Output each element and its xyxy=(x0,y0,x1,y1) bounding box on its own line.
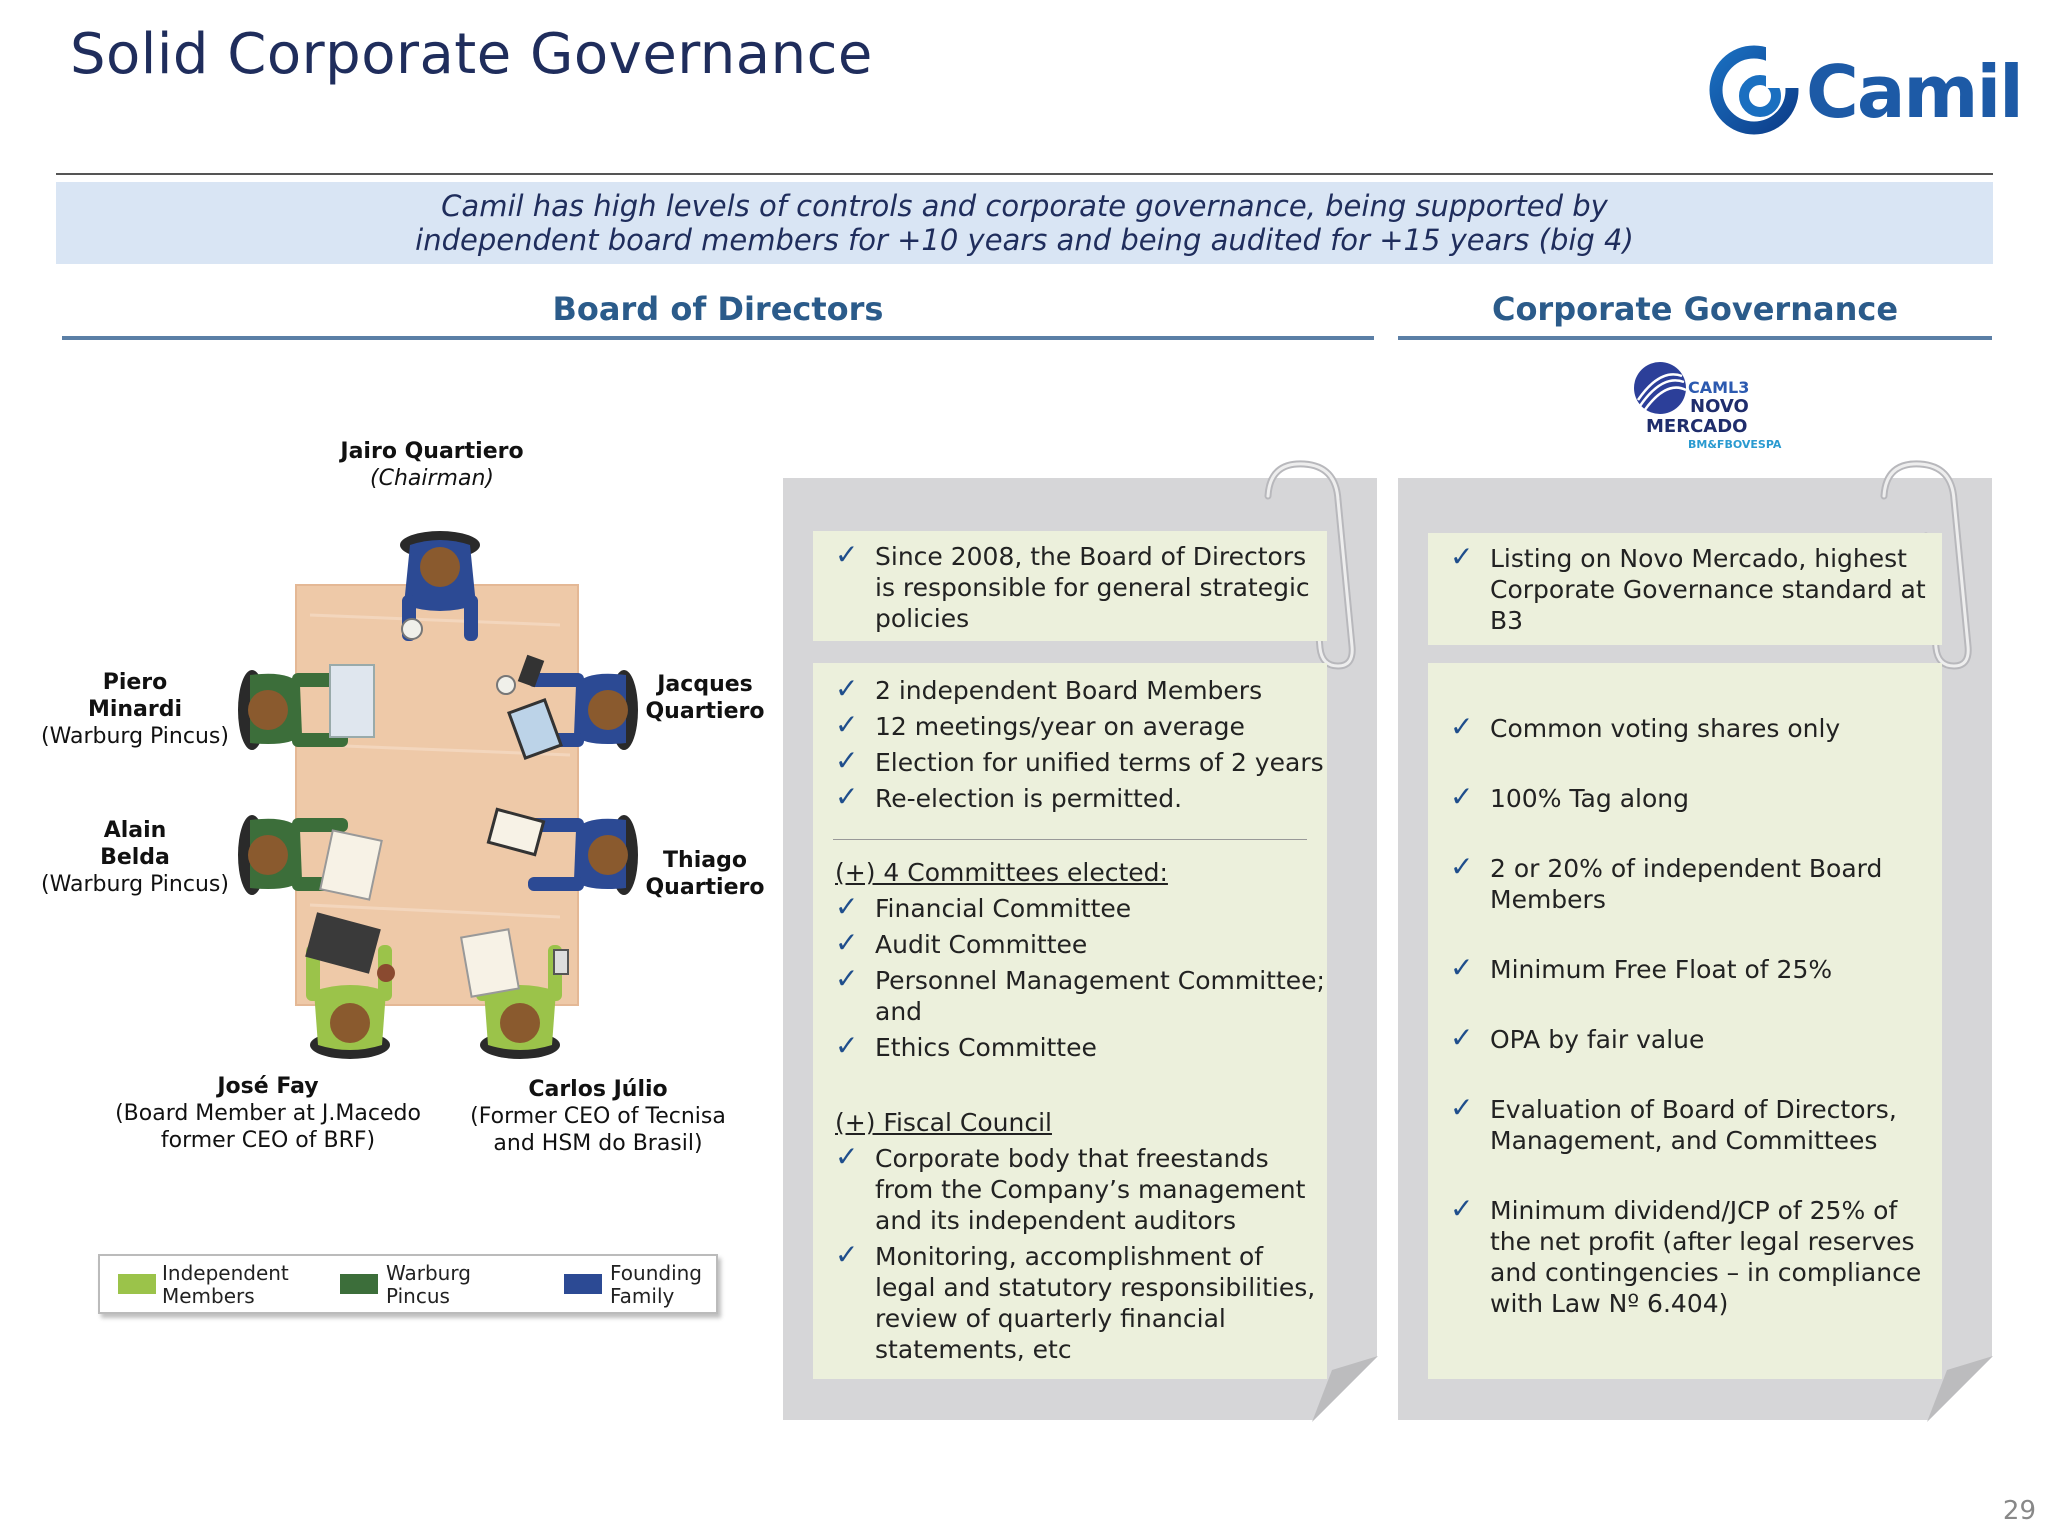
alain-label xyxy=(30,817,240,898)
alain-role: (Warburg Pincus) xyxy=(41,872,229,897)
banner-line-1: Camil has high levels of controls and corporate governance, being supported by xyxy=(441,189,1608,223)
jacques-name-1: Jacques xyxy=(657,672,753,697)
page-number: 29 xyxy=(2002,1496,2036,1526)
board-table-illustration xyxy=(230,525,650,1065)
board-item-text: Re-election is permitted. xyxy=(875,784,1183,813)
committees-heading: (+) 4 Committees elected: xyxy=(835,858,1168,887)
board-item-text: Election for unified terms of 2 years xyxy=(875,748,1324,777)
check-icon: ✓ xyxy=(835,744,859,777)
jacques-name-2: Quartiero xyxy=(645,699,765,724)
governance-heading: Corporate Governance xyxy=(1491,290,1899,328)
governance-listing-text: Listing on Novo Mercado, highest Corporate Governance standard at B3 xyxy=(1490,544,1926,635)
governance-item xyxy=(1450,780,1936,814)
governance-item-text: Minimum Free Float of 25% xyxy=(1490,955,1833,984)
governance-item-text: Minimum dividend/JCP of 25% of the net profit (after legal reserves and contingencies – in compliance with Law Nº 6.404) xyxy=(1490,1196,1922,1318)
camil-swirl-icon xyxy=(1708,44,1800,136)
check-icon: ✓ xyxy=(835,780,859,813)
legend xyxy=(98,1254,718,1314)
governance-item-text: 2 or 20% of independent Board Members xyxy=(1490,854,1883,914)
board-item-text: 2 independent Board Members xyxy=(875,676,1263,705)
badge-ticker: CAML3 xyxy=(1688,378,1750,397)
board-strategy-item xyxy=(835,538,1321,634)
legend-swatch-founding xyxy=(564,1274,602,1294)
governance-item xyxy=(1450,1091,1936,1156)
governance-card-listing xyxy=(1428,533,1942,645)
check-icon: ✓ xyxy=(1450,1021,1474,1054)
governance-item xyxy=(1450,951,1936,985)
check-icon: ✓ xyxy=(835,890,859,923)
committee-text: Personnel Management Committee; and xyxy=(875,966,1325,1026)
board-strategy-text: Since 2008, the Board of Directors is responsible for general strategic policies xyxy=(875,542,1310,633)
governance-card-details xyxy=(1428,663,1942,1379)
check-icon: ✓ xyxy=(1450,850,1474,883)
committee-item xyxy=(835,926,1325,960)
carlos-role-2: and HSM do Brasil) xyxy=(493,1131,703,1156)
piero-name-1: Piero xyxy=(102,670,168,695)
board-card-strategy xyxy=(813,531,1327,641)
check-icon: ✓ xyxy=(1450,710,1474,743)
governance-item-text: 100% Tag along xyxy=(1490,784,1689,813)
badge-novo: NOVO xyxy=(1690,396,1749,417)
board-heading: Board of Directors xyxy=(552,290,884,328)
legend-founding-line2: Family xyxy=(610,1284,675,1308)
board-item xyxy=(835,744,1325,778)
fiscal-text: Corporate body that freestands from the Company’s management and its independent auditors xyxy=(875,1144,1306,1235)
page-title: Solid Corporate Governance xyxy=(70,22,873,87)
board-card-details xyxy=(813,663,1327,1379)
check-icon: ✓ xyxy=(835,1140,859,1173)
banner-line-2: independent board members for +10 years and being audited for +15 years (big 4) xyxy=(415,223,1634,257)
board-item xyxy=(835,780,1325,814)
governance-item xyxy=(1450,1021,1936,1055)
legend-independent-line1: Independent xyxy=(162,1261,289,1285)
carlos-role-1: (Former CEO of Tecnisa xyxy=(470,1104,726,1129)
board-item-text: 12 meetings/year on average xyxy=(875,712,1245,741)
committee-text: Financial Committee xyxy=(875,894,1132,923)
board-item xyxy=(835,672,1325,706)
fiscal-item xyxy=(835,1140,1325,1236)
legend-founding-line1: Founding xyxy=(610,1261,703,1285)
badge-exchange: BM&FBOVESPA xyxy=(1688,438,1782,451)
fiscal-item xyxy=(835,1238,1325,1365)
committee-text: Audit Committee xyxy=(875,930,1088,959)
governance-item-text: OPA by fair value xyxy=(1490,1025,1705,1054)
committee-item xyxy=(835,1029,1325,1063)
check-icon: ✓ xyxy=(1450,780,1474,813)
check-icon: ✓ xyxy=(835,926,859,959)
governance-item xyxy=(1450,710,1936,744)
board-heading-rule xyxy=(62,336,1374,340)
jose-role-2: former CEO of BRF) xyxy=(160,1128,376,1153)
check-icon: ✓ xyxy=(1450,540,1474,573)
check-icon: ✓ xyxy=(835,672,859,705)
thiago-name-1: Thiago xyxy=(663,848,747,873)
governance-listing-item xyxy=(1450,540,1936,636)
jose-role-1: (Board Member at J.Macedo xyxy=(115,1101,421,1126)
check-icon: ✓ xyxy=(1450,1192,1474,1225)
fiscal-council-heading: (+) Fiscal Council xyxy=(835,1108,1052,1137)
legend-item-independent xyxy=(162,1262,289,1308)
check-icon: ✓ xyxy=(835,962,859,995)
badge-mercado: MERCADO xyxy=(1646,416,1748,437)
piero-label xyxy=(30,669,240,750)
governance-item-text: Common voting shares only xyxy=(1490,714,1841,743)
thiago-name-2: Quartiero xyxy=(645,875,765,900)
legend-swatch-independent xyxy=(118,1274,156,1294)
summary-banner xyxy=(56,182,1993,264)
committee-item xyxy=(835,962,1325,1027)
alain-name-2: Belda xyxy=(100,845,170,870)
governance-item-text: Evaluation of Board of Directors, Management, and Committees xyxy=(1490,1095,1897,1155)
title-divider xyxy=(56,173,1993,175)
jose-label xyxy=(108,1073,428,1154)
legend-warburg-line2: Pincus xyxy=(386,1284,450,1308)
legend-warburg-line1: Warburg xyxy=(386,1261,471,1285)
alain-name-1: Alain xyxy=(103,818,167,843)
governance-item xyxy=(1450,850,1936,915)
legend-independent-line2: Members xyxy=(162,1284,255,1308)
fiscal-text: Monitoring, accomplishment of legal and statutory responsibilities, review of quarterly financial statements, etc xyxy=(875,1242,1316,1364)
governance-heading-rule xyxy=(1398,336,1992,340)
chairman-name: Jairo Quartiero xyxy=(340,439,524,464)
board-card-divider xyxy=(833,839,1307,840)
check-icon: ✓ xyxy=(835,538,859,571)
check-icon: ✓ xyxy=(1450,951,1474,984)
legend-item-warburg xyxy=(386,1262,471,1308)
committee-item xyxy=(835,890,1325,924)
check-icon: ✓ xyxy=(835,708,859,741)
carlos-label xyxy=(458,1076,738,1157)
committee-text: Ethics Committee xyxy=(875,1033,1097,1062)
governance-item xyxy=(1450,1192,1936,1319)
thiago-label xyxy=(640,847,770,901)
camil-logo xyxy=(1708,40,2022,140)
piero-name-2: Minardi xyxy=(87,697,183,722)
jose-name: José Fay xyxy=(217,1074,319,1099)
board-item xyxy=(835,708,1325,742)
globe-icon xyxy=(1632,360,1688,416)
check-icon: ✓ xyxy=(835,1238,859,1271)
carlos-name: Carlos Júlio xyxy=(528,1077,668,1102)
chairman-label xyxy=(312,438,552,492)
jacques-label xyxy=(640,671,770,725)
check-icon: ✓ xyxy=(835,1029,859,1062)
legend-swatch-warburg xyxy=(340,1274,378,1294)
legend-item-founding xyxy=(610,1262,702,1308)
chairman-role: (Chairman) xyxy=(370,466,494,491)
check-icon: ✓ xyxy=(1450,1091,1474,1124)
logo-text: Camil xyxy=(1806,50,2022,134)
novo-mercado-badge xyxy=(1620,358,1782,458)
piero-role: (Warburg Pincus) xyxy=(41,724,229,749)
